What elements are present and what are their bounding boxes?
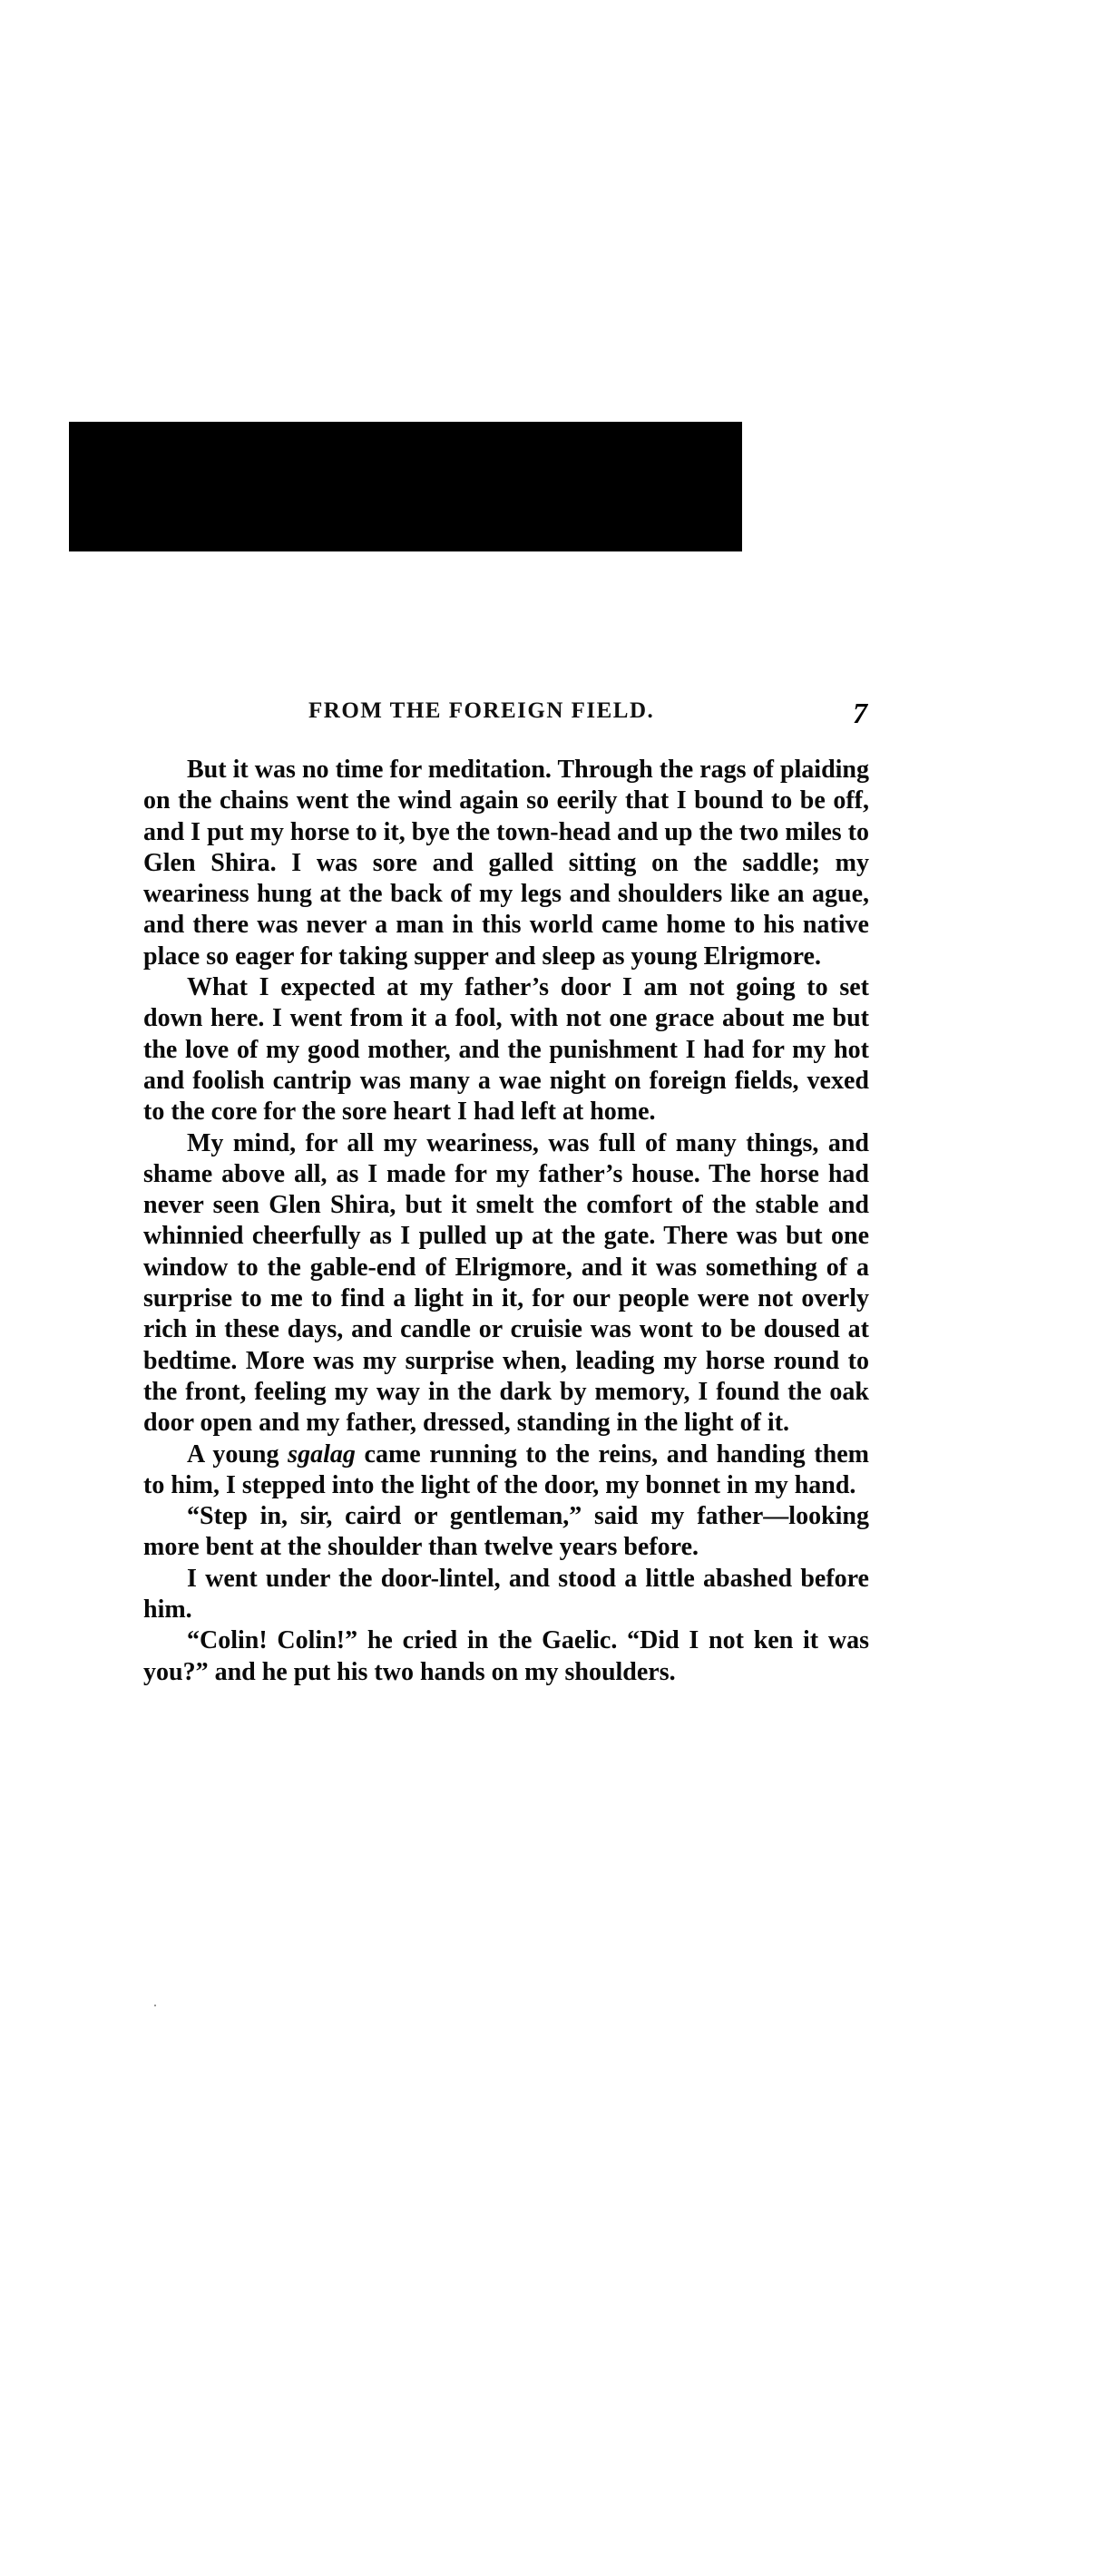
paragraph xyxy=(143,1439,869,1502)
paragraph: “Step in, sir, caird or gentleman,” said my father—looking more bent at the shoulder than twelve years before. xyxy=(143,1502,869,1562)
body-text xyxy=(143,755,869,1688)
running-head-title: FROM THE FOREIGN FIELD. xyxy=(308,698,655,723)
running-header xyxy=(145,698,871,735)
paragraph: But it was no time for meditation. Through the rags of plaiding on the chains went the wind again so eerily that I bound to be off, and I put my horse to it, bye the town-head and up the two miles to Glen Shira. I was sore and galled sitting on the saddle; my weariness hung at the back of my legs and shoulders like an ague, and there was never a man in this world came home to his native place so eager for taking supper and sleep as young Elrigmore. xyxy=(143,756,869,971)
scan-speck xyxy=(154,2005,156,2006)
redaction-block xyxy=(69,422,742,551)
paragraph: “Colin! Colin!” he cried in the Gaelic. “Did I not ken it was you?” and he put his two hands on my shoulders. xyxy=(143,1626,869,1686)
paragraph-text: came running to the reins, and handing them to him, I stepped into the light of the door, my bonnet in my hand. xyxy=(143,1439,869,1499)
paragraph: I went under the door-lintel, and stood a little abashed before him. xyxy=(143,1564,869,1625)
italic-word: sgalag xyxy=(288,1439,356,1469)
paragraph-text: A young xyxy=(187,1439,288,1469)
page-number: 7 xyxy=(853,697,867,729)
paragraph: My mind, for all my weariness, was full of many things, and shame above all, as I made for my father’s house. The horse had never seen Glen Shira, but it smelt the comfort of the stable and whinnied cheerfully as I pulled up at the gate. There was but one window to the gable-end of Elrigmore, and it was something of a surprise to me to find a light in it, for our people were not overly rich in these days, and candle or cruisie was wont to be doused at bedtime. More was my surprise when, leading my horse round to the front, feeling my way in the dark by memory, I found the oak door open and my father, dressed, standing in the light of it. xyxy=(143,1128,869,1438)
paragraph: What I expected at my father’s door I am not going to set down here. I went from it a fool, with not one grace about me but the love of my good mother, and the punishment I had for my hot and foolish cantrip was many a wae night on foreign fields, vexed to the core for the sore heart I had left at home. xyxy=(143,973,869,1127)
